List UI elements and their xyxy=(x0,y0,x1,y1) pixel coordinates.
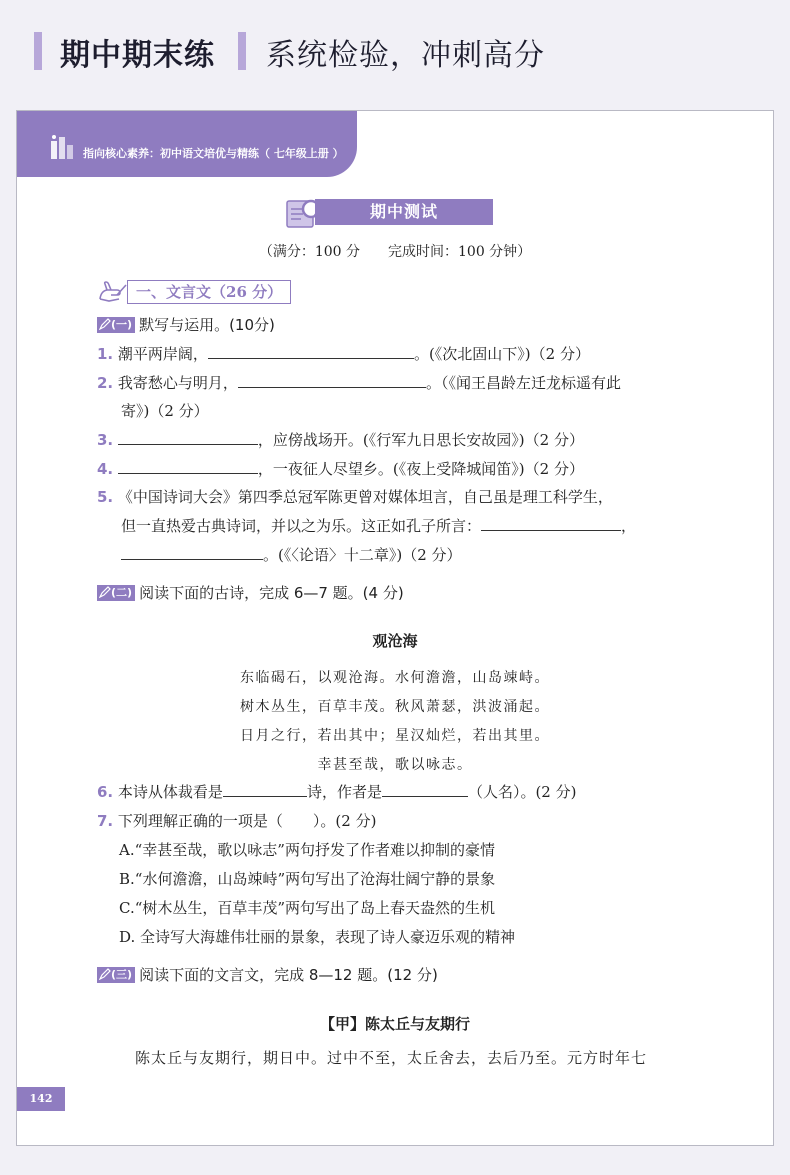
option-b[interactable]: B.“水何澹澹，山岛竦峙”两句写出了沧海壮阔宁静的景象 xyxy=(119,870,496,888)
section-label: 一、文言文（26 分） xyxy=(127,280,291,304)
answer-blank[interactable] xyxy=(238,372,426,388)
question-7: 7. 下列理解正确的一项是（ ）。(2 分) xyxy=(97,812,377,830)
subsection-badge: (一) xyxy=(97,317,135,333)
subsection-text: 默写与运用。(10分) xyxy=(139,316,275,334)
test-title-banner xyxy=(285,195,495,229)
question-5-line-3: 。(《〈论语〉十二章》)（2 分） xyxy=(121,544,462,566)
subsection-badge: (三) xyxy=(97,967,135,983)
page-number: 142 xyxy=(17,1087,65,1111)
subsection-text: 阅读下面的古诗，完成 6—7 题。(4 分) xyxy=(139,584,404,602)
poem-title: 观沧海 xyxy=(372,632,418,650)
answer-blank[interactable] xyxy=(223,781,307,797)
question-1: 1. 潮平两岸阔， 。(《次北固山下》)（2 分） xyxy=(97,345,590,363)
answer-blank[interactable] xyxy=(118,429,258,445)
banner-title: 期中期末练 xyxy=(60,38,215,73)
question-6: 6. 本诗从体裁看是 诗，作者是 （人名）。(2 分) xyxy=(97,783,577,801)
workbook-page xyxy=(16,110,774,1146)
book-title: 指向核心素养：初中语文培优与精练（ 七年级上册 ） xyxy=(83,147,344,160)
writing-hand-icon xyxy=(97,279,127,305)
question-2: 2. 我寄愁心与明月， 。（《闻王昌龄左迁龙标遥有此 xyxy=(97,374,621,392)
option-a[interactable]: A.“幸甚至哉，歌以咏志”两句抒发了作者难以抑制的豪情 xyxy=(119,841,495,859)
pen-icon xyxy=(99,968,111,980)
subsection-3-heading xyxy=(97,965,438,985)
question-5-line-2: 但一直热爱古典诗词，并以之为乐。这正如孔子所言： ， xyxy=(121,517,637,535)
answer-blank[interactable] xyxy=(382,781,468,797)
test-title: 期中测试 xyxy=(315,199,493,225)
answer-blank[interactable] xyxy=(481,515,621,531)
subsection-badge: (二) xyxy=(97,585,135,601)
subsection-text: 阅读下面的文言文，完成 8—12 题。(12 分) xyxy=(139,966,438,984)
poem-line: 幸甚至哉，歌以咏志。 xyxy=(317,757,473,773)
banner-bar-right xyxy=(238,32,246,70)
subsection-2-heading xyxy=(97,583,404,603)
score-time-info: （满分：100 分 完成时间：100 分钟） xyxy=(258,244,532,260)
banner-subtitle: 系统检验，冲刺高分 xyxy=(266,38,545,73)
book-header-tab xyxy=(17,111,357,177)
option-c[interactable]: C.“树木丛生，百草丰茂”两句写出了岛上春天盎然的生机 xyxy=(119,899,496,917)
passage-text: 陈太丘与友期行，期日中。过中不至，太丘舍去，去后乃至。元方时年七 xyxy=(135,1049,648,1067)
poem-line: 树木丛生，百草丰茂。秋风萧瑟，洪波涌起。 xyxy=(240,699,550,715)
answer-blank[interactable] xyxy=(121,544,263,560)
poem-line: 东临碣石，以观沧海。水何澹澹，山岛竦峙。 xyxy=(240,670,550,686)
question-5: 5. 《中国诗词大会》第四季总冠军陈更曾对媒体坦言，自己虽是理工科学生， xyxy=(97,488,613,506)
question-2-continued: 寄》)（2 分） xyxy=(121,402,209,420)
option-d[interactable]: D. 全诗写大海雄伟壮丽的景象，表现了诗人豪迈乐观的精神 xyxy=(119,928,516,946)
passage-title: 【甲】陈太丘与友期行 xyxy=(319,1015,470,1033)
subsection-1-heading xyxy=(97,315,275,335)
answer-blank[interactable] xyxy=(118,458,258,474)
question-4: 4. ，一夜征人尽望乡。(《夜上受降城闻笛》)（2 分） xyxy=(97,460,584,478)
answer-blank[interactable] xyxy=(208,343,414,359)
top-banner xyxy=(0,0,790,95)
question-3: 3. ，应傍战场开。(《行军九日思长安故园》)（2 分） xyxy=(97,431,584,449)
pen-icon xyxy=(99,586,111,598)
pen-icon xyxy=(99,318,111,330)
book-icon xyxy=(47,133,77,163)
banner-bar-left xyxy=(34,32,42,70)
poem-line: 日月之行，若出其中；星汉灿烂，若出其里。 xyxy=(240,728,550,744)
